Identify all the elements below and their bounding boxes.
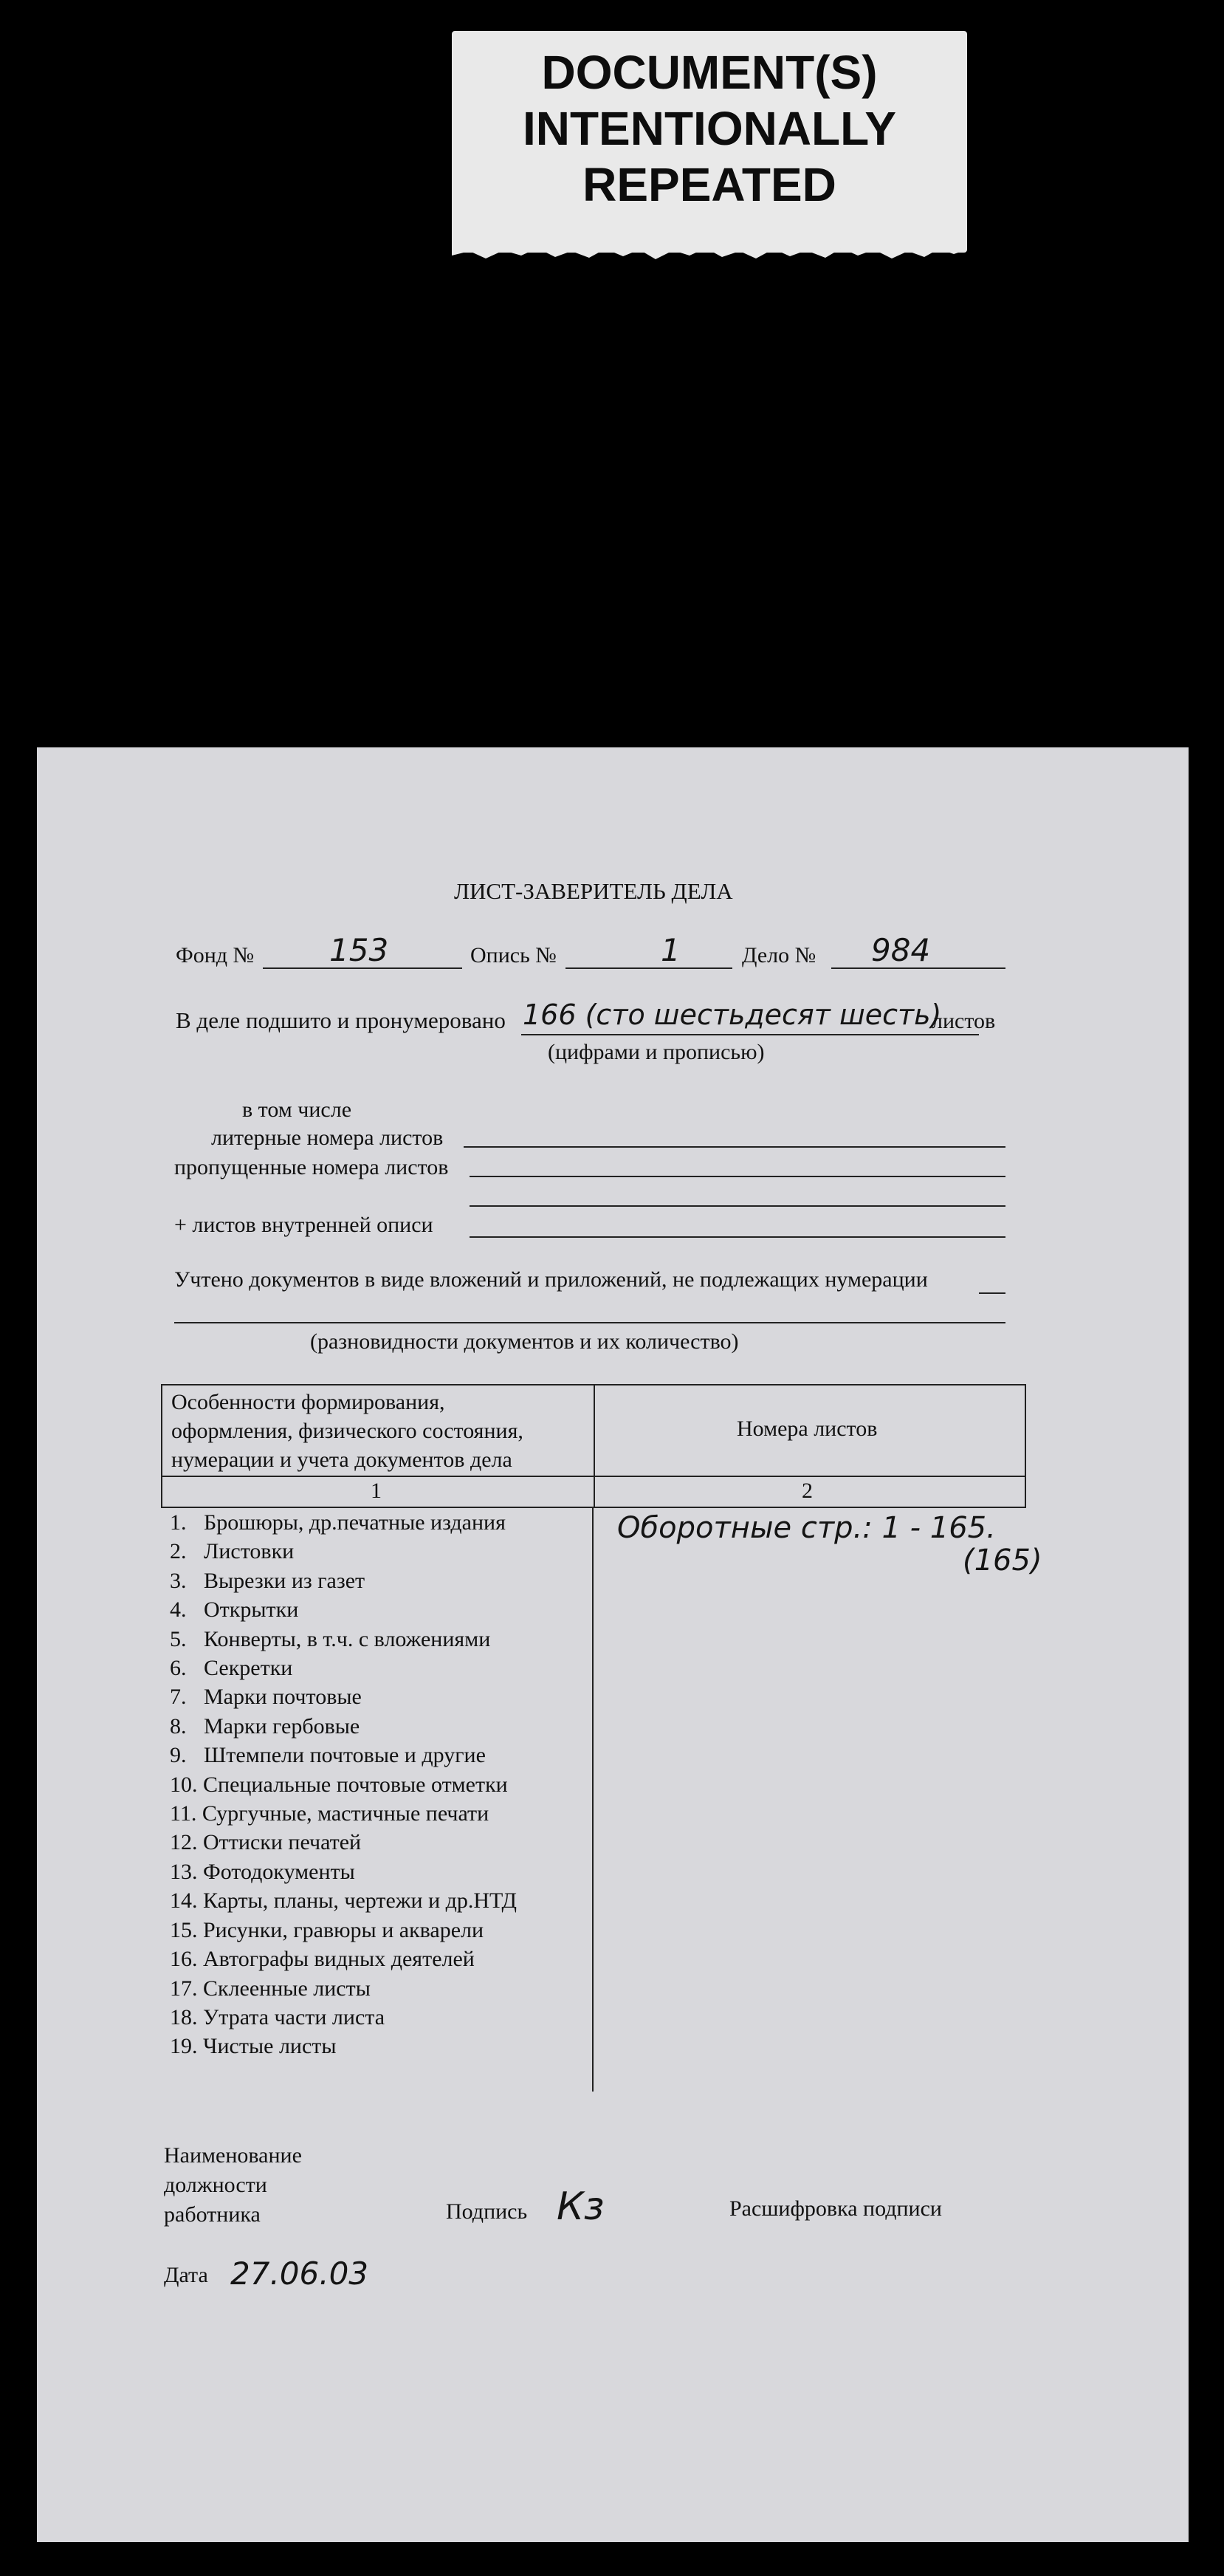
table-divider (594, 1477, 595, 1507)
list-item: 9. Штемпели почтовые и другие (170, 1743, 486, 1768)
list-item: 12. Оттиски печатей (170, 1830, 362, 1855)
list-item: 14. Карты, планы, чертежи и др.НТД (170, 1888, 517, 1914)
form-title: ЛИСТ-ЗАВЕРИТЕЛЬ ДЕЛА (454, 878, 733, 904)
missing-label: пропущенные номера листов (174, 1155, 449, 1179)
position-label-line: должности (164, 2173, 267, 2197)
sewn-hint: (цифрами и прописью) (548, 1040, 765, 1064)
list-item: 17. Склеенные листы (170, 1976, 371, 2001)
missing-line-2 (470, 1205, 1005, 1207)
list-item: 13. Фотодокументы (170, 1859, 355, 1884)
list-item: 4. Открытки (170, 1597, 299, 1623)
stamp-line: REPEATED (582, 158, 836, 211)
list-item: 3. Вырезки из газет (170, 1568, 365, 1593)
list-item: 8. Марки гербовые (170, 1713, 360, 1739)
col1-header-line: нумерации и учета документов дела (171, 1448, 512, 1472)
list-item: 5. Конверты, в т.ч. с вложениями (170, 1626, 491, 1651)
inner-inventory-label: + листов внутренней описи (174, 1213, 433, 1237)
table-body-divider (592, 1508, 594, 2092)
list-item: 6. Секретки (170, 1656, 293, 1681)
inner-inventory-line (470, 1236, 1005, 1238)
opis-value: 1 (661, 932, 681, 968)
sewn-line (521, 1034, 979, 1035)
attachments-line (979, 1292, 1005, 1294)
col2-header: Номера листов (737, 1417, 878, 1441)
sheet-numbers-note: Оборотные стр.: 1 - 165. (617, 1511, 996, 1545)
delo-value: 984 (871, 932, 931, 968)
list-item: 1. Брошюры, др.печатные издания (170, 1510, 506, 1535)
list-item: 16. Автографы видных деятелей (170, 1947, 475, 1972)
stamp-torn-edge (452, 242, 967, 264)
signature-mark: Кз (557, 2185, 605, 2229)
date-label: Дата (164, 2263, 208, 2287)
col1-header-line: оформления, физического состояния, (171, 1419, 523, 1443)
opis-line (565, 967, 732, 969)
attachments-hint: (разновидности документов и их количество) (310, 1329, 739, 1354)
list-item: 10. Специальные почтовые отметки (170, 1772, 508, 1797)
list-item: 2. Листовки (170, 1539, 295, 1564)
table-divider (594, 1385, 595, 1477)
certification-sheet (37, 747, 1189, 2542)
attachments-label: Учтено документов в виде вложений и приложений, не подлежащих нумерации (174, 1267, 928, 1292)
col2-number: 2 (802, 1479, 813, 1503)
features-list (170, 1508, 517, 2061)
repeated-documents-stamp (452, 31, 967, 253)
list-item: 18. Утрата части листа (170, 2004, 385, 2029)
list-item: 7. Марки почтовые (170, 1685, 362, 1710)
fond-value: 153 (329, 932, 389, 968)
including-label: в том числе (242, 1097, 352, 1122)
list-item: 11. Сургучные, мастичные печати (170, 1801, 489, 1826)
literal-label: литерные номера листов (211, 1126, 444, 1150)
list-item: 19. Чистые листы (170, 2034, 337, 2059)
delo-label: Дело № (742, 943, 816, 967)
stamp-line: INTENTIONALLY (522, 102, 897, 155)
position-label-line: работника (164, 2202, 261, 2227)
decoding-label: Расшифровка подписи (729, 2196, 942, 2221)
literal-line (464, 1146, 1005, 1148)
sewn-label: В деле подшито и пронумеровано (176, 1007, 506, 1033)
missing-line (470, 1176, 1005, 1177)
signature-label: Подпись (446, 2199, 528, 2224)
date-value: 27.06.03 (230, 2255, 369, 2292)
list-item: 15. Рисунки, гравюры и акварели (170, 1917, 484, 1942)
fond-label: Фонд № (176, 943, 255, 967)
table-number-row (161, 1477, 1026, 1508)
col1-header-line: Особенности формирования, (171, 1390, 445, 1414)
sheet-numbers-total: (165) (963, 1544, 1042, 1578)
position-label-line: Наименование (164, 2143, 302, 2168)
attachments-line-2 (174, 1322, 1005, 1323)
stamp-line: DOCUMENT(S) (541, 46, 878, 99)
sewn-value: 166 (сто шестьдесят шесть) (523, 998, 942, 1031)
col1-number: 1 (371, 1479, 382, 1503)
sheets-suffix: листов (932, 1009, 996, 1033)
table-header (161, 1384, 1026, 1477)
opis-label: Опись № (470, 943, 557, 967)
